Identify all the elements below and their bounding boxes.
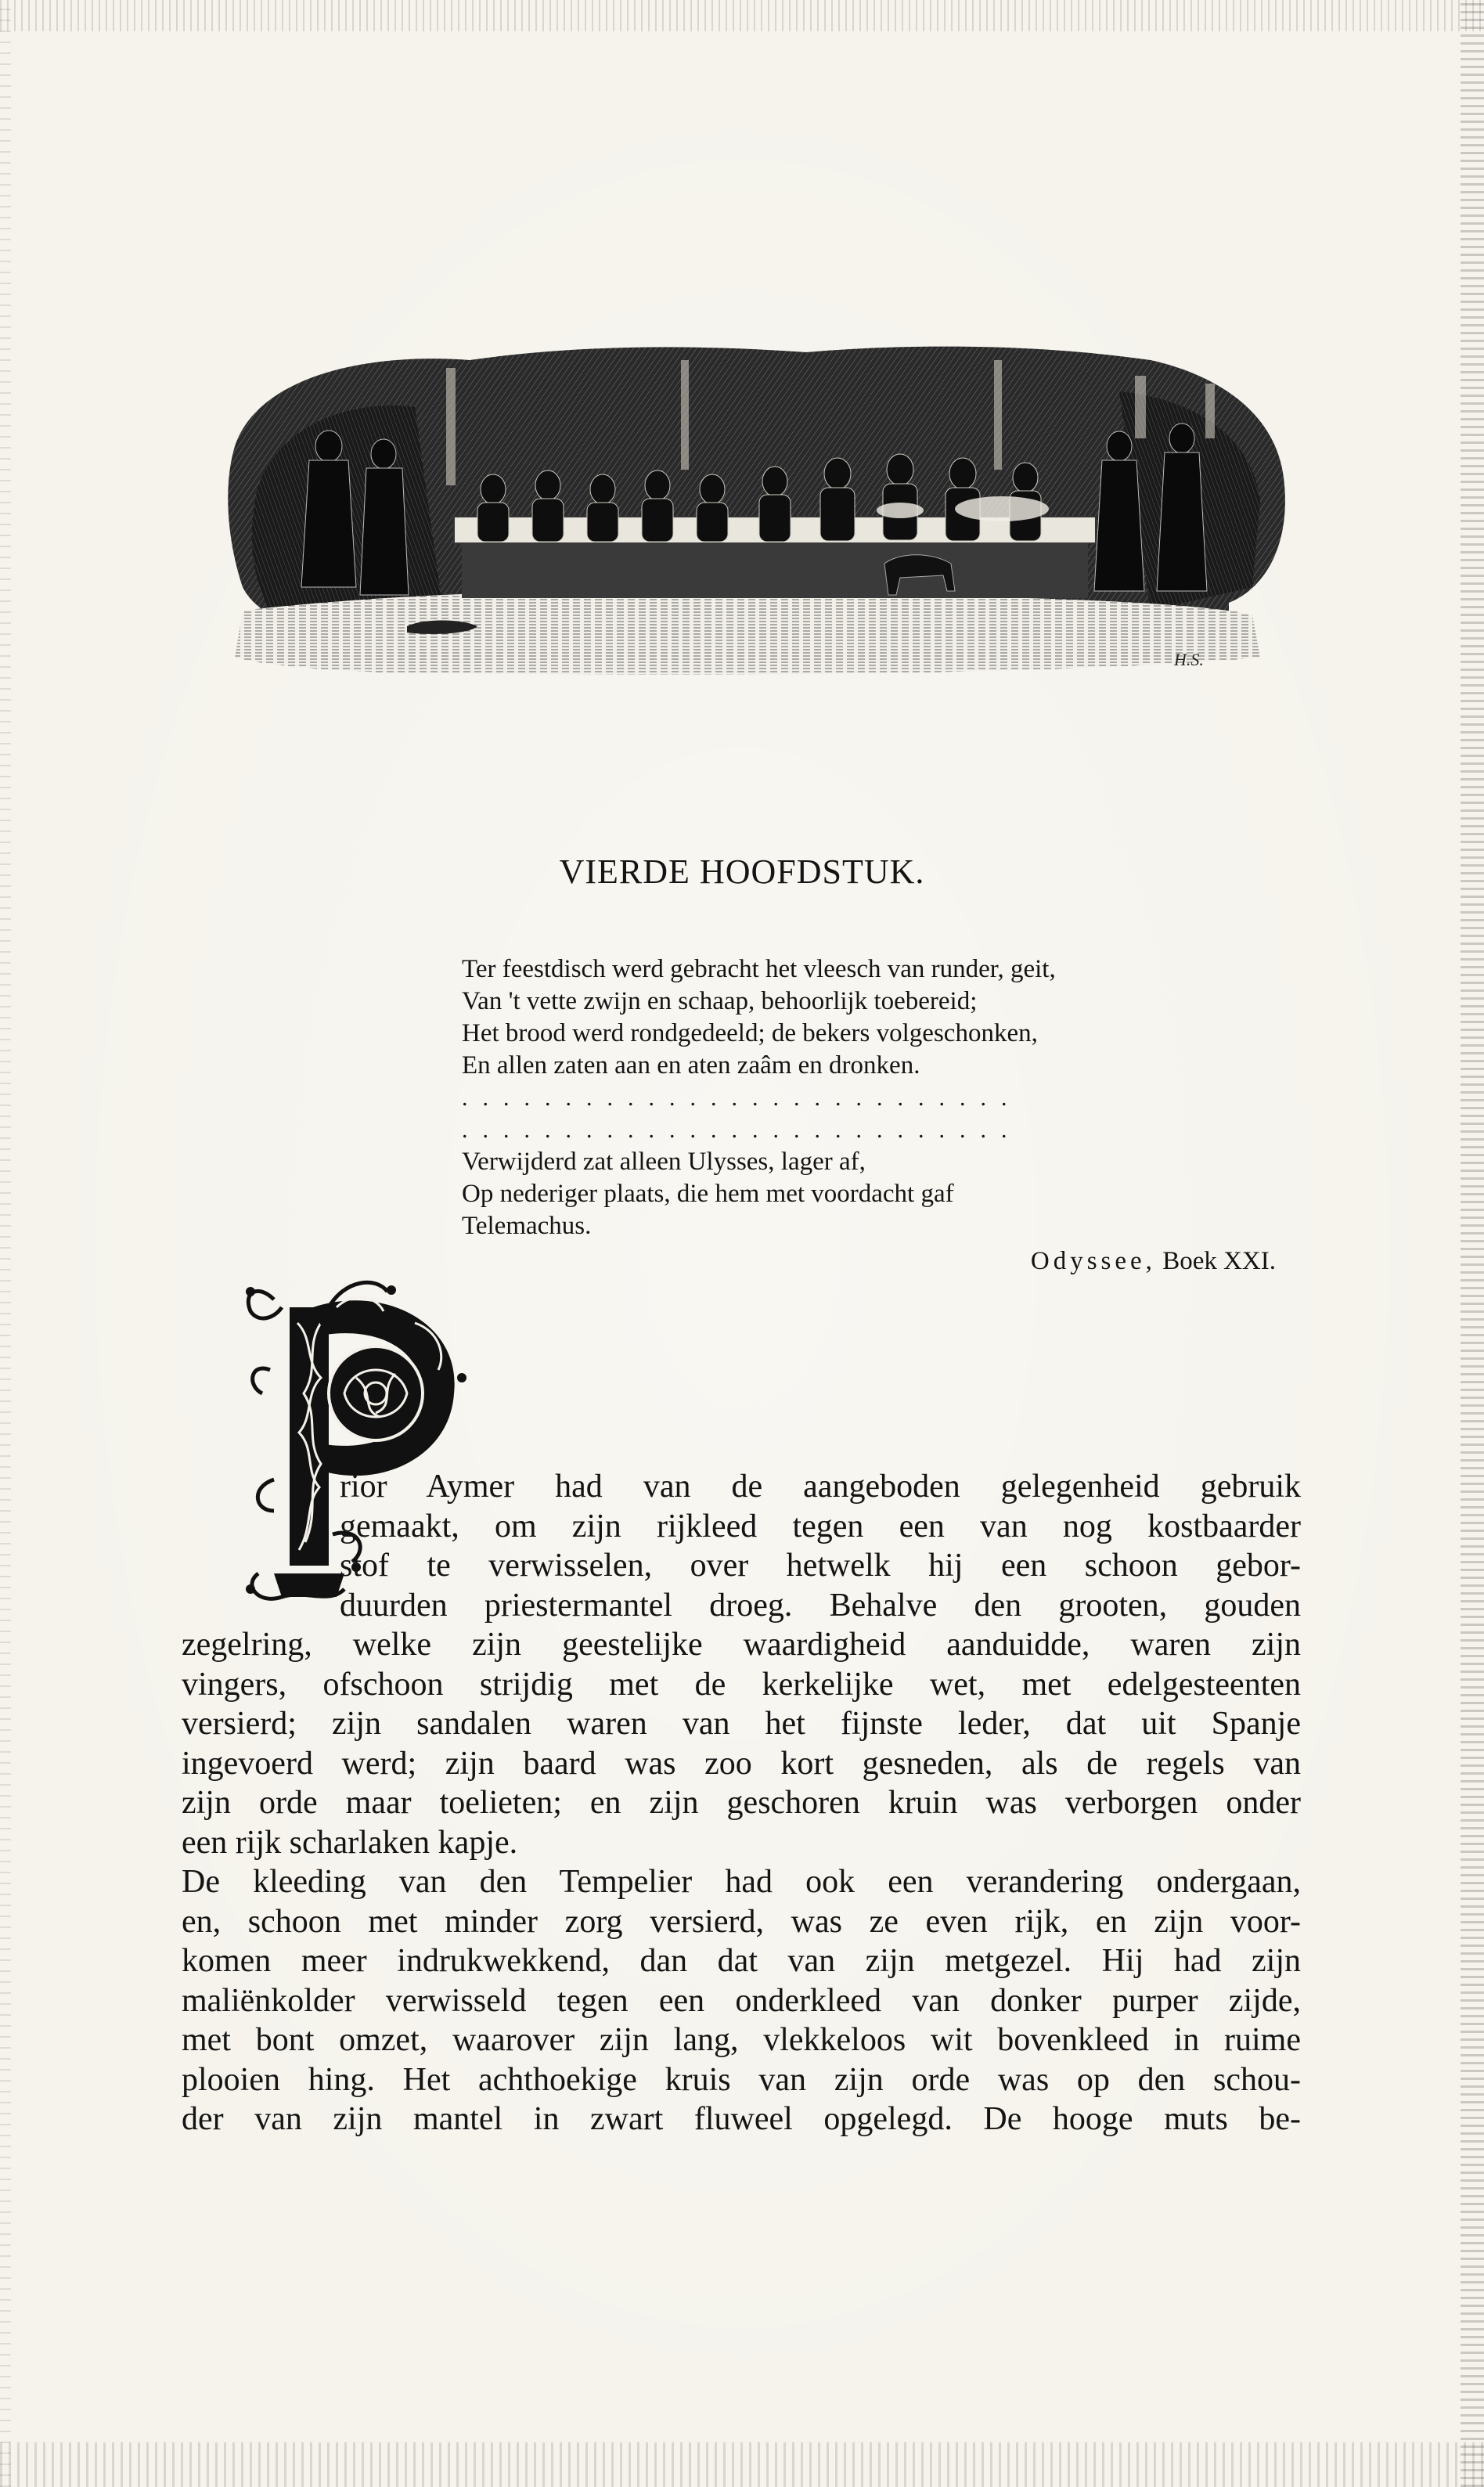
text-line: maliënkolder verwisseld tegen een onderkleed van donker purper zijde, — [182, 1982, 1301, 2019]
text-line: en, schoon met minder zorg versierd, was ze even rijk, en zijn voor- — [182, 1903, 1301, 1940]
text-line: zegelring, welke zijn geestelijke waardigheid aanduidde, waren zijn — [182, 1627, 1301, 1663]
text-line: zijn orde maar toelieten; en zijn geschoren kruin was verborgen onder — [182, 1785, 1301, 1821]
epigraph-line: En allen zaten aan en aten zaâm en dronken. — [462, 1051, 920, 1080]
initial-letter: P — [227, 1276, 228, 1277]
epigraph-line: Telemachus. — [462, 1212, 592, 1240]
text-line: versierd; zijn sandalen waren van het fijnste leder, dat uit Spanje — [182, 1706, 1301, 1742]
epigraph-attribution — [462, 1245, 1276, 1278]
chapter-body — [182, 1467, 1301, 2139]
text-line: plooien hing. Het achthoekige kruis van zijn orde was op den schou- — [182, 2061, 1301, 2098]
scan-edge-top — [0, 0, 1484, 31]
scan-edge-bottom — [0, 2442, 1484, 2487]
text-line: een rijk scharlaken kapje. — [182, 1824, 518, 1861]
attribution-book: Boek XXI. — [1162, 1247, 1276, 1275]
text-line: vingers, ofschoon strijdig met de kerkelijke wet, met edelgesteenten — [182, 1666, 1301, 1703]
engraver-signature: H.S. — [1174, 650, 1204, 669]
ellipsis-row: ........................... — [462, 1117, 1022, 1143]
epigraph-line: Ter feestdisch werd gebracht het vleesch van runder, geit, — [462, 955, 1056, 983]
text-line: ingevoerd werd; zijn baard was zoo kort gesneden, als de regels van — [182, 1745, 1301, 1782]
text-line: duurden priestermantel droeg. Behalve den grooten, gouden — [340, 1587, 1301, 1624]
attribution-work: Odyssee, — [1030, 1247, 1156, 1275]
scan-edge-right — [1461, 0, 1484, 2487]
text-line: stof te verwisselen, over hetwelk hij een schoon gebor- — [340, 1548, 1301, 1584]
text-line: De kleeding van den Tempelier had ook een verandering ondergaan, — [182, 1864, 1301, 1900]
epigraph-line: Het brood werd rondgedeeld; de bekers volgeschonken, — [462, 1019, 1038, 1047]
text-line: rior Aymer had van de aangeboden gelegenheid gebruik — [340, 1469, 1301, 1505]
ellipsis-row: ........................... — [462, 1085, 1022, 1111]
epigraph — [462, 953, 1276, 1278]
epigraph-line: Op nederiger plaats, die hem met voordacht gaf — [462, 1180, 954, 1208]
epigraph-line: Verwijderd zat alleen Ulysses, lager af, — [462, 1148, 866, 1176]
scan-edge-left — [0, 0, 11, 2487]
text-line: der van zijn mantel in zwart fluweel opgelegd. De hooge muts be- — [182, 2101, 1301, 2137]
text-line: met bont omzet, waarover zijn lang, vlekkeloos wit bovenkleed in ruime — [182, 2022, 1301, 2058]
text-line: komen meer indrukwekkend, dan dat van zijn metgezel. Hij had zijn — [182, 1943, 1301, 1979]
chapter-title: VIERDE HOOFDSTUK. — [559, 852, 925, 891]
epigraph-line: Van 't vette zwijn en schaap, behoorlijk toebereid; — [462, 987, 978, 1015]
banquet-engraving — [211, 329, 1299, 697]
text-line: gemaakt, om zijn rijkleed tegen een van nog kostbaarder — [340, 1508, 1301, 1544]
